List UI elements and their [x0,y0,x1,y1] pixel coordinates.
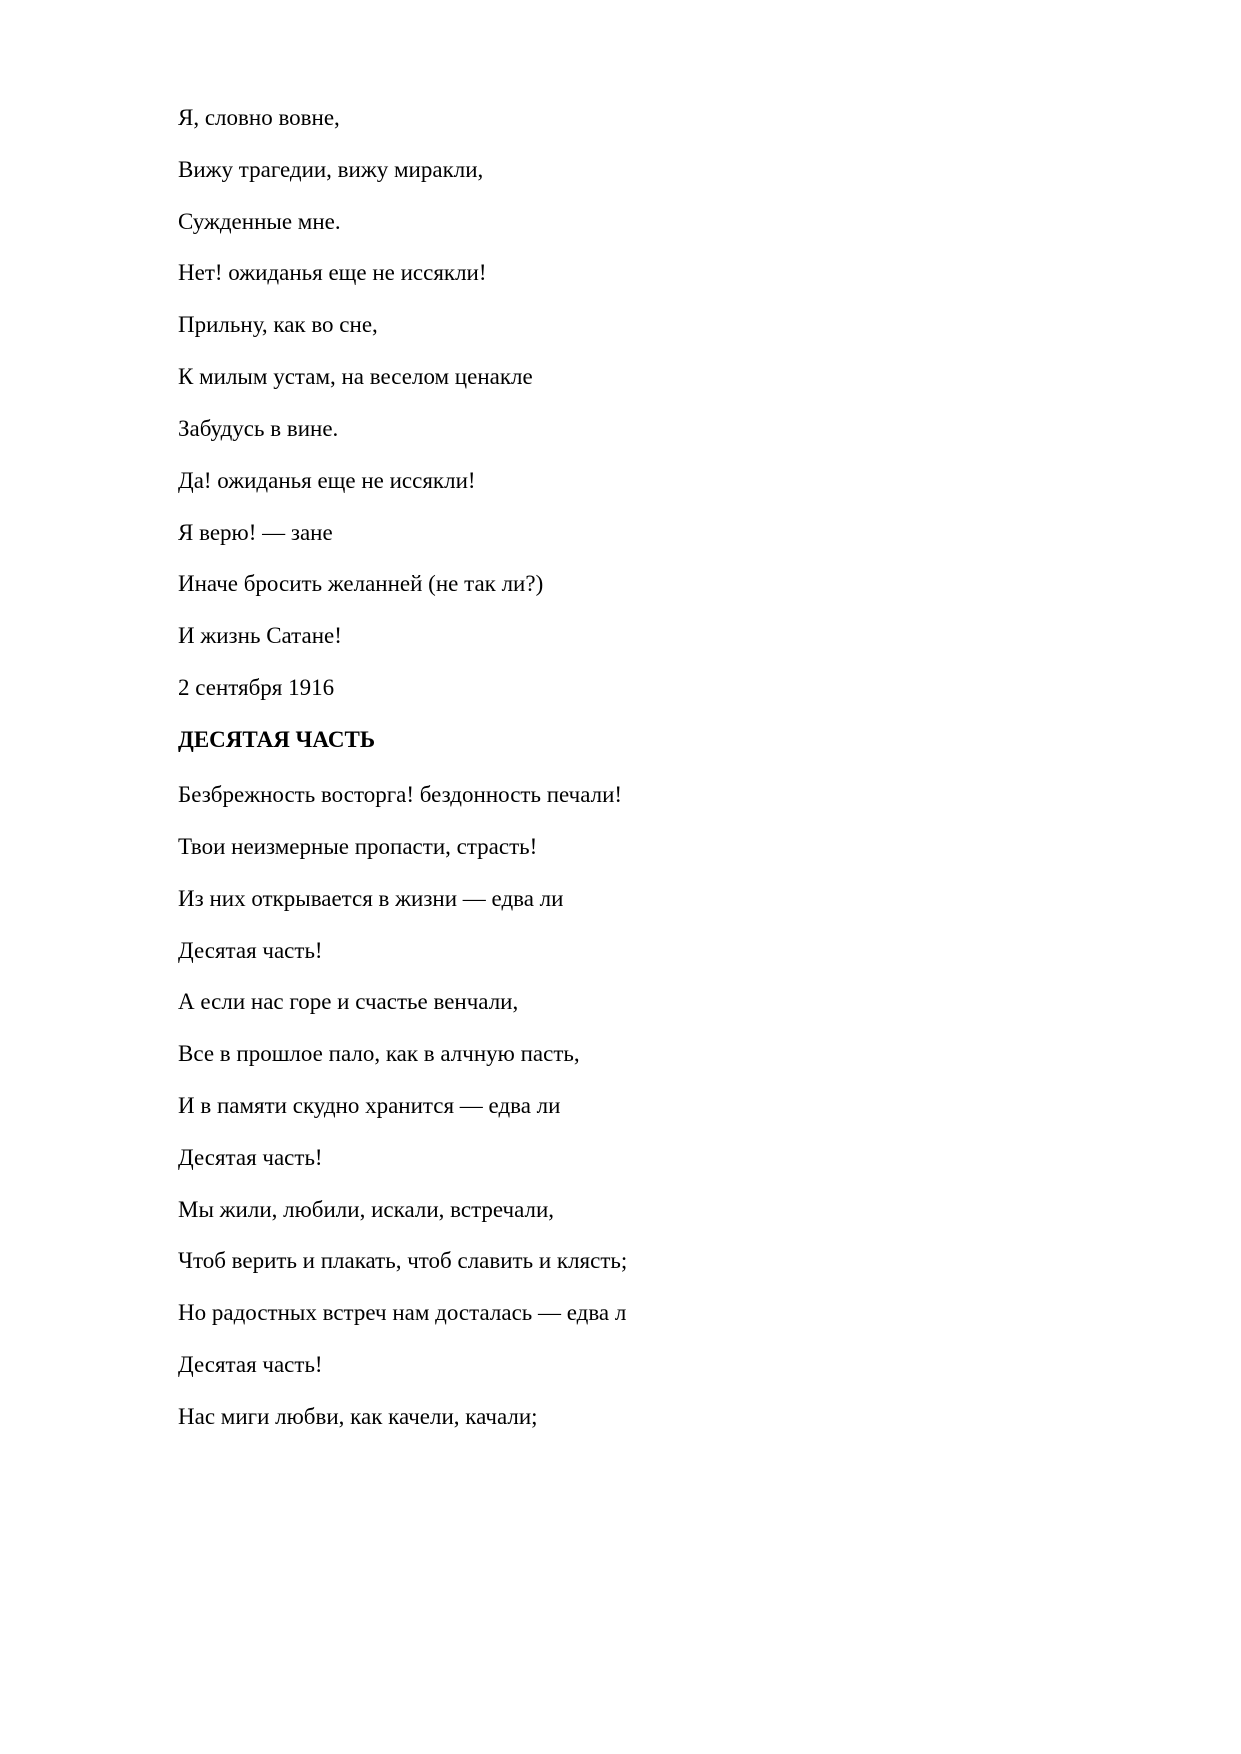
poem-line: Мы жили, любили, искали, встречали, [178,1197,555,1222]
poem-line: Но радостных встреч нам досталась — едва л [178,1300,627,1325]
poem-line: Чтоб верить и плакать, чтоб славить и клясть; [178,1248,628,1273]
poem-line: Безбрежность восторга! бездонность печали! [178,782,623,807]
poem-line: Иначе бросить желанней (не так ли?) [178,571,544,596]
poem-line: Десятая часть! [178,1352,323,1377]
poem-line: Из них открывается в жизни — едва ли [178,886,564,911]
poem-line: Я, словно вовне, [178,105,340,130]
poem-line: И жизнь Сатане! [178,623,342,648]
poem-date: 2 сентября 1916 [178,675,335,700]
poem-line: Нас миги любви, как качели, качали; [178,1404,538,1429]
poem-line: Я верю! — зане [178,520,333,545]
poem-line: Забудусь в вине. [178,416,339,441]
poem-line: Нет! ожиданья еще не иссякли! [178,260,487,285]
poem-line: А если нас горе и счастье венчали, [178,989,519,1014]
poem-line: Десятая часть! [178,1145,323,1170]
poem-line: Прильну, как во сне, [178,312,378,337]
poem-line: Десятая часть! [178,938,323,963]
poem-line: Вижу трагедии, вижу миракли, [178,157,484,182]
poem-line: Твои неизмерные пропасти, страсть! [178,834,538,859]
poem-line: К милым устам, на веселом ценакле [178,364,533,389]
poem-line: Все в прошлое пало, как в алчную пасть, [178,1041,580,1066]
poem-line: Да! ожиданья еще не иссякли! [178,468,476,493]
poem-line: Сужденные мне. [178,209,341,234]
section-heading: ДЕСЯТАЯ ЧАСТЬ [178,727,376,752]
poem-line: И в памяти скудно хранится — едва ли [178,1093,561,1118]
